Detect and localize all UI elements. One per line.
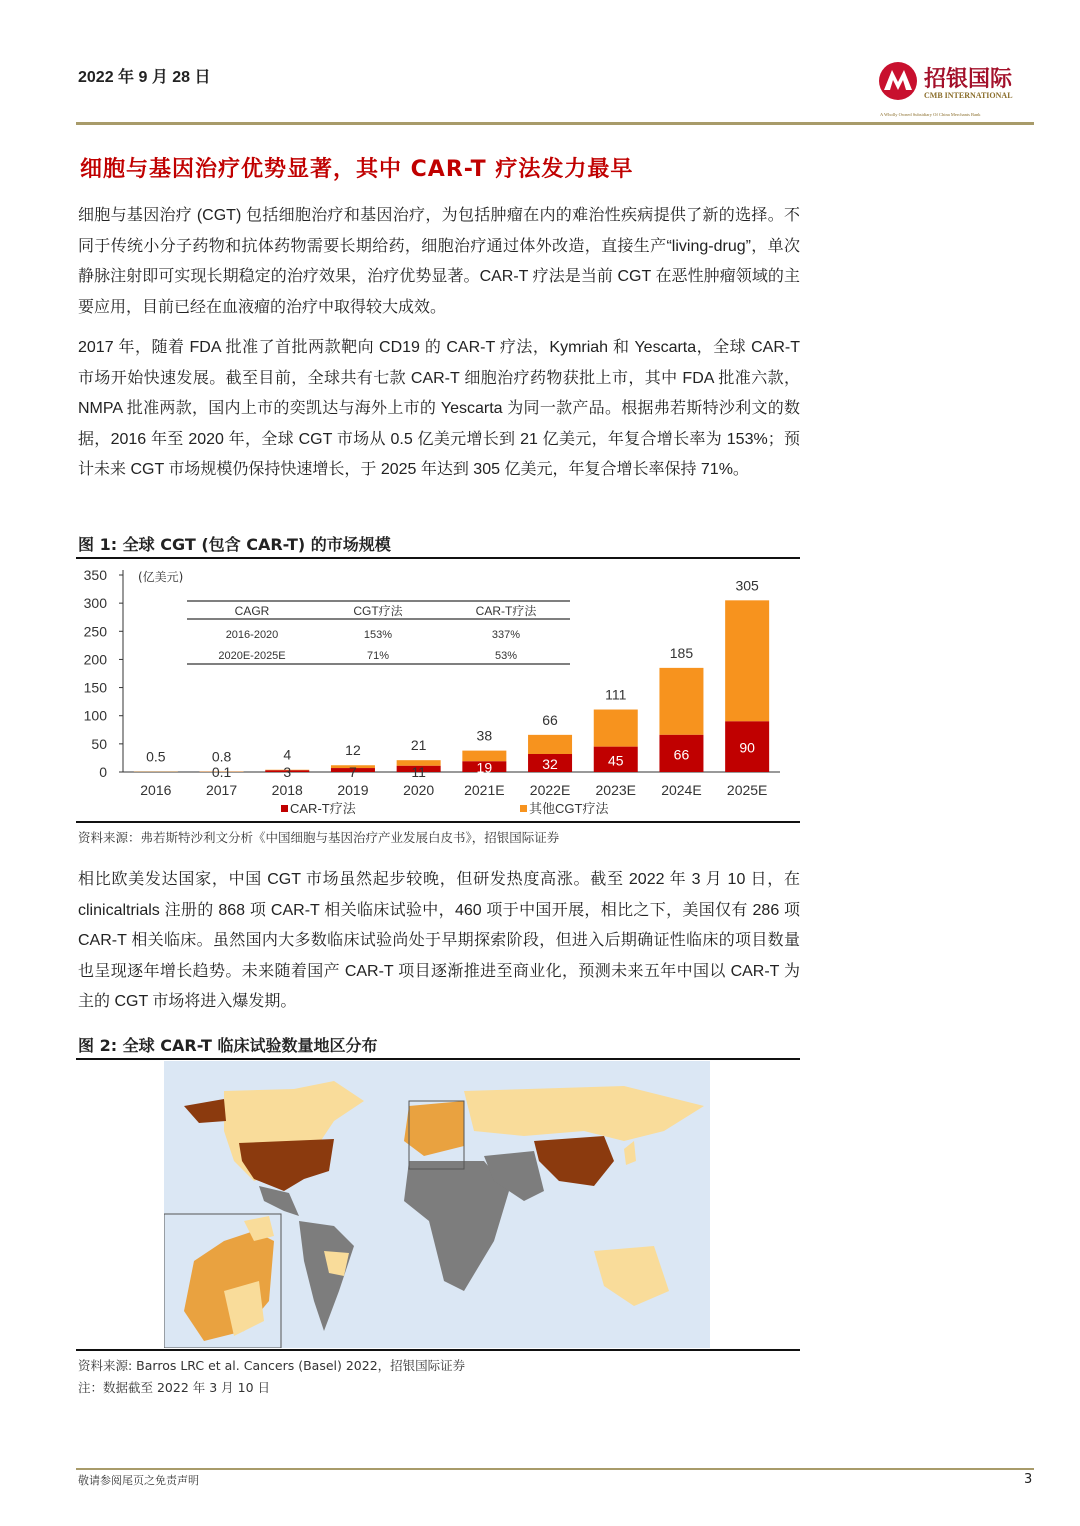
paragraph-3: 相比欧美发达国家，中国 CGT 市场虽然起步较晚，但研发热度高涨。截至 2022 年 3 月 10 日，在 clinicaltrials 注册的 868 项 CAR-T 相关临床试验中，460 项于中国开展，相比之下，美国仅有 286 项 CAR-T 相关临床。虽然国内大多数临床试验尚处于早期探索阶段，但进入后期确证性临床的项目数量也呈现逐年增长趋势。未来随着国产 CAR-T 项目逐渐推进至商业化，预测未来五年中国以 CAR-T 为主的 CGT 市场将进入爆发期。 [78,871,800,1010]
report-date: 2022 年 9 月 28 日 [78,69,211,86]
legend-swatch-other-cgt [520,805,527,812]
cagr-table-cell: 2016-2020 [225,629,279,641]
y-tick-label: 100 [83,707,107,724]
bar-other-cgt [659,668,703,735]
x-tick-label: 2025E [726,782,768,798]
total-label: 111 [605,686,627,703]
total-label: 21 [410,737,427,754]
x-tick-label: 2021E [464,782,505,798]
unit-label: (亿美元) [138,570,184,584]
figure1-title: 图 1: 全球 CGT (包含 CAR-T) 的市场规模 [78,535,391,554]
car-t-label: 90 [739,739,755,756]
car-t-label: 32 [542,755,558,772]
y-tick-label: 50 [91,735,107,752]
y-tick-label: 0 [99,764,107,780]
total-label: 0.5 [146,748,166,765]
figure2-note: 注：数据截至 2022 年 3 月 10 日 [78,1380,271,1395]
total-label: 0.8 [211,748,232,765]
cagr-table-header: CGT疗法 [353,604,403,618]
paragraph-1: 细胞与基因治疗 (CGT) 包括细胞治疗和基因治疗，为包括肿瘤在内的难治性疾病提供了新的选择。不同于传统小分子药物和抗体药物需要长期给药，细胞治疗通过体外改造，直接生产“living-drug”，单次静脉注射即可实现长期稳定的治疗效果，治疗优势显著。CAR-T 疗法是当前 CGT 在恶性肿瘤领域的主要应用，目前已经在血液瘤的治疗中取得较大成效。 [78,207,800,316]
legend-label-other-cgt: 其他CGT疗法 [529,801,609,816]
y-tick-label: 300 [83,595,107,612]
bar-other-cgt [594,710,638,747]
figure1-bottom-rule [76,821,800,823]
europe-region [404,1101,464,1156]
figure1-top-rule [76,557,800,559]
world-map-car-t-trials [164,1061,710,1348]
x-tick-label: 2017 [205,782,238,798]
figure2-bottom-rule [76,1349,800,1351]
paragraph-2: 2017 年，随着 FDA 批准了首批两款靶向 CD19 的 CAR-T 疗法，Kymriah 和 Yescarta，全球 CAR-T 市场开始快速发展。截至目前，全球共有七款 CAR-T 细胞治疗药物获批上市，其中 FDA 批准六款，NMPA 批准两款，国内上市的奕凯达与海外上市的 Yescarta 为同一款产品。根据弗若斯特沙利文的数据，2016 年至 2020 年，全球 CGT 市场从 0.5 亿美元增长到 21 亿美元，年复合增长率为 153%；预计未来 CGT 市场规模仍保持快速增长，于 2025 年达到 305 亿美元，年复合增长率保持 71%。 [78,339,800,478]
y-tick-label: 350 [83,567,107,583]
cagr-table-cell: 53% [494,650,518,662]
y-tick-label: 150 [83,679,107,696]
cgt-market-chart [76,560,800,822]
cmb-logo [878,60,1038,122]
total-label: 12 [345,742,361,759]
figure2-source: 资料来源: Barros LRC et al. Cancers (Basel) 2022，招银国际证券 [78,1358,466,1373]
car-t-label: 0.1 [211,764,232,780]
car-t-label: 3 [283,764,292,780]
x-tick-label: 2018 [271,782,303,798]
footer-divider [76,1468,1034,1470]
cagr-table-cell: 2020E-2025E [218,650,286,662]
figure1-source: 资料来源：弗若斯特沙利文分析《中国细胞与基因治疗产业发展白皮书》，招银国际证券 [78,830,560,845]
page-number: 3 [1024,1472,1033,1487]
total-label: 4 [283,746,292,763]
y-tick-label: 250 [83,623,107,640]
x-tick-label: 2023E [595,782,636,798]
car-t-label: 45 [607,752,624,769]
cagr-table-header: CAR-T疗法 [475,604,537,618]
total-label: 38 [476,727,493,744]
car-t-label: 7 [349,764,357,780]
y-tick-label: 200 [83,651,107,668]
bar-other-cgt [725,600,769,721]
total-label: 305 [735,577,759,594]
figure2-title: 图 2: 全球 CAR-T 临床试验数量地区分布 [78,1036,378,1055]
svg-text:CMB INTERNATIONAL: CMB INTERNATIONAL [924,91,1013,100]
car-t-label: 66 [673,746,690,763]
legend-swatch-car-t [281,805,288,812]
section-title: 细胞与基因治疗优势显著，其中 CAR-T 疗法发力最早 [80,157,634,182]
x-tick-label: 2022E [529,782,571,798]
legend-label-car-t: CAR-T疗法 [290,801,356,816]
car-t-label: 19 [476,759,493,776]
x-tick-label: 2016 [140,782,172,798]
cagr-table-cell: 153% [363,629,393,641]
cagr-table-cell: 337% [491,629,521,641]
total-label: 66 [542,711,558,728]
x-tick-label: 2019 [337,782,369,798]
cagr-table-cell: 71% [366,650,390,662]
x-tick-label: 2020 [403,782,435,798]
total-label: 185 [669,644,694,661]
x-tick-label: 2024E [661,782,702,798]
header-divider [76,122,1034,125]
svg-text:招银国际: 招银国际 [924,67,1013,92]
bar-other-cgt [528,735,572,754]
disclaimer-note: 敬请参阅尾页之免责声明 [78,1474,199,1487]
car-t-label: 11 [411,764,426,780]
cagr-table-header: CAGR [234,604,270,618]
svg-text:A Wholly Owned Subsidiary Of C: A Wholly Owned Subsidiary Of China Merchants Bank [880,112,981,117]
figure2-top-rule [76,1058,800,1060]
